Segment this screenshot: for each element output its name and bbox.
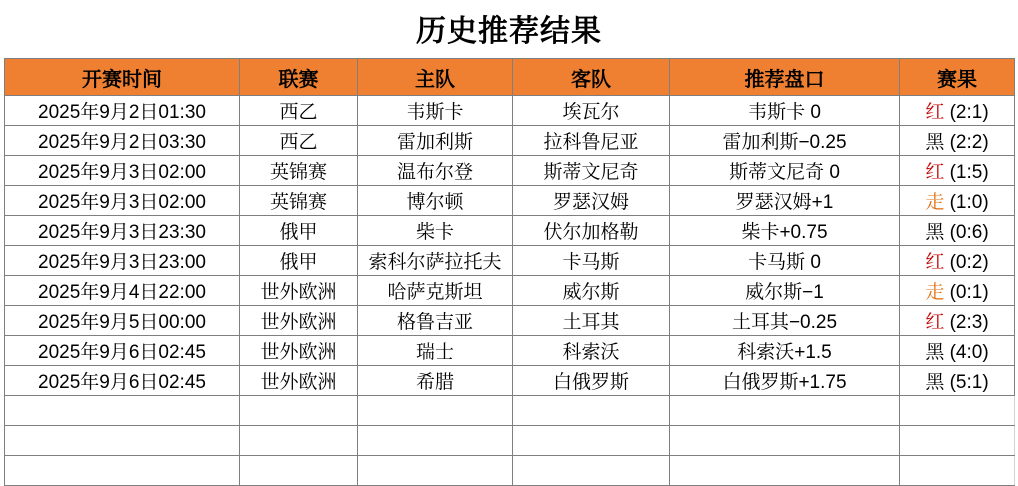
result-label: 走 (925, 192, 945, 213)
table-row (5, 216, 1015, 246)
cell-away: 斯蒂文尼奇 (513, 156, 670, 186)
column-header-time: 开赛时间 (5, 59, 240, 96)
cell-away: 卡马斯 (513, 246, 670, 276)
table-row (5, 96, 1015, 126)
cell-time: 2025年9月4日22:00 (5, 276, 240, 306)
cell-result (900, 186, 1015, 216)
page-title: 历史推荐结果 (416, 15, 602, 48)
cell-league: 英锦赛 (240, 156, 358, 186)
empty-cell (670, 396, 900, 426)
cell-away: 科索沃 (513, 336, 670, 366)
cell-time: 2025年9月2日03:30 (5, 126, 240, 156)
result-score: (2:1) (949, 102, 989, 123)
empty-cell (240, 396, 358, 426)
cell-pick: 韦斯卡 0 (670, 96, 900, 126)
result-label: 红 (925, 312, 945, 333)
cell-pick: 罗瑟汉姆+1 (670, 186, 900, 216)
cell-away: 威尔斯 (513, 276, 670, 306)
result-score: (1:0) (949, 192, 989, 213)
result-label: 红 (925, 162, 945, 183)
cell-league: 西乙 (240, 96, 358, 126)
cell-time: 2025年9月6日02:45 (5, 366, 240, 396)
cell-away: 罗瑟汉姆 (513, 186, 670, 216)
cell-league: 俄甲 (240, 216, 358, 246)
cell-away: 伏尔加格勒 (513, 216, 670, 246)
cell-pick: 威尔斯−1 (670, 276, 900, 306)
cell-result (900, 96, 1015, 126)
empty-row (5, 396, 1015, 426)
column-header-home: 主队 (358, 59, 513, 96)
table-body (5, 96, 1015, 396)
empty-cell (513, 426, 670, 456)
column-header-pick: 推荐盘口 (670, 59, 900, 96)
cell-time: 2025年9月3日02:00 (5, 186, 240, 216)
cell-result (900, 246, 1015, 276)
cell-league: 英锦赛 (240, 186, 358, 216)
cell-home: 格鲁吉亚 (358, 306, 513, 336)
cell-pick: 柴卡+0.75 (670, 216, 900, 246)
cell-time: 2025年9月6日02:45 (5, 336, 240, 366)
empty-row (5, 426, 1015, 456)
result-score: (0:2) (949, 252, 989, 273)
cell-league: 西乙 (240, 126, 358, 156)
empty-cell (5, 456, 240, 486)
table-row (5, 246, 1015, 276)
cell-away: 土耳其 (513, 306, 670, 336)
result-score: (2:3) (949, 312, 989, 333)
table-row (5, 126, 1015, 156)
cell-time: 2025年9月2日01:30 (5, 96, 240, 126)
result-label: 黑 (925, 372, 945, 393)
result-label: 黑 (925, 342, 945, 363)
empty-cell (358, 396, 513, 426)
cell-league: 世外欧洲 (240, 336, 358, 366)
cell-home: 希腊 (358, 366, 513, 396)
empty-cell (358, 426, 513, 456)
result-label: 红 (925, 252, 945, 273)
cell-league: 世外欧洲 (240, 366, 358, 396)
cell-home: 柴卡 (358, 216, 513, 246)
cell-time: 2025年9月3日23:00 (5, 246, 240, 276)
cell-home: 博尔顿 (358, 186, 513, 216)
table-row (5, 366, 1015, 396)
result-label: 红 (925, 102, 945, 123)
cell-result (900, 306, 1015, 336)
table-row (5, 306, 1015, 336)
empty-cell (900, 456, 1015, 486)
cell-pick: 斯蒂文尼奇 0 (670, 156, 900, 186)
empty-cell (513, 396, 670, 426)
table-row (5, 156, 1015, 186)
empty-cell (240, 426, 358, 456)
result-label: 黑 (925, 132, 945, 153)
cell-league: 世外欧洲 (240, 306, 358, 336)
history-results-table (4, 58, 1015, 486)
empty-cell (513, 456, 670, 486)
empty-cell (5, 426, 240, 456)
cell-result (900, 156, 1015, 186)
cell-league: 俄甲 (240, 246, 358, 276)
cell-home: 温布尔登 (358, 156, 513, 186)
result-score: (2:2) (949, 132, 989, 153)
result-score: (0:1) (949, 282, 989, 303)
empty-cell (670, 456, 900, 486)
empty-rows (5, 396, 1015, 486)
cell-pick: 土耳其−0.25 (670, 306, 900, 336)
result-score: (0:6) (949, 222, 989, 243)
result-label: 走 (925, 282, 945, 303)
cell-home: 哈萨克斯坦 (358, 276, 513, 306)
result-label: 黑 (925, 222, 945, 243)
table-row (5, 186, 1015, 216)
empty-row (5, 456, 1015, 486)
result-score: (1:5) (949, 162, 989, 183)
cell-pick: 雷加利斯−0.25 (670, 126, 900, 156)
result-score: (4:0) (949, 342, 989, 363)
table-row (5, 336, 1015, 366)
cell-home: 雷加利斯 (358, 126, 513, 156)
cell-result (900, 216, 1015, 246)
empty-cell (5, 396, 240, 426)
cell-away: 埃瓦尔 (513, 96, 670, 126)
cell-time: 2025年9月3日02:00 (5, 156, 240, 186)
cell-result (900, 276, 1015, 306)
cell-home: 索科尔萨拉托夫 (358, 246, 513, 276)
empty-cell (670, 426, 900, 456)
empty-cell (240, 456, 358, 486)
cell-result (900, 366, 1015, 396)
cell-pick: 白俄罗斯+1.75 (670, 366, 900, 396)
cell-home: 韦斯卡 (358, 96, 513, 126)
cell-pick: 卡马斯 0 (670, 246, 900, 276)
header-row (5, 59, 1015, 96)
cell-pick: 科索沃+1.5 (670, 336, 900, 366)
cell-result (900, 336, 1015, 366)
cell-away: 拉科鲁尼亚 (513, 126, 670, 156)
cell-result (900, 126, 1015, 156)
empty-cell (900, 426, 1015, 456)
column-header-away: 客队 (513, 59, 670, 96)
cell-time: 2025年9月5日00:00 (5, 306, 240, 336)
empty-cell (358, 456, 513, 486)
cell-home: 瑞士 (358, 336, 513, 366)
result-score: (5:1) (949, 372, 989, 393)
cell-league: 世外欧洲 (240, 276, 358, 306)
table-header (5, 59, 1015, 96)
cell-away: 白俄罗斯 (513, 366, 670, 396)
column-header-result: 赛果 (900, 59, 1015, 96)
table-row (5, 276, 1015, 306)
column-header-league: 联赛 (240, 59, 358, 96)
empty-cell (900, 396, 1015, 426)
cell-time: 2025年9月3日23:30 (5, 216, 240, 246)
